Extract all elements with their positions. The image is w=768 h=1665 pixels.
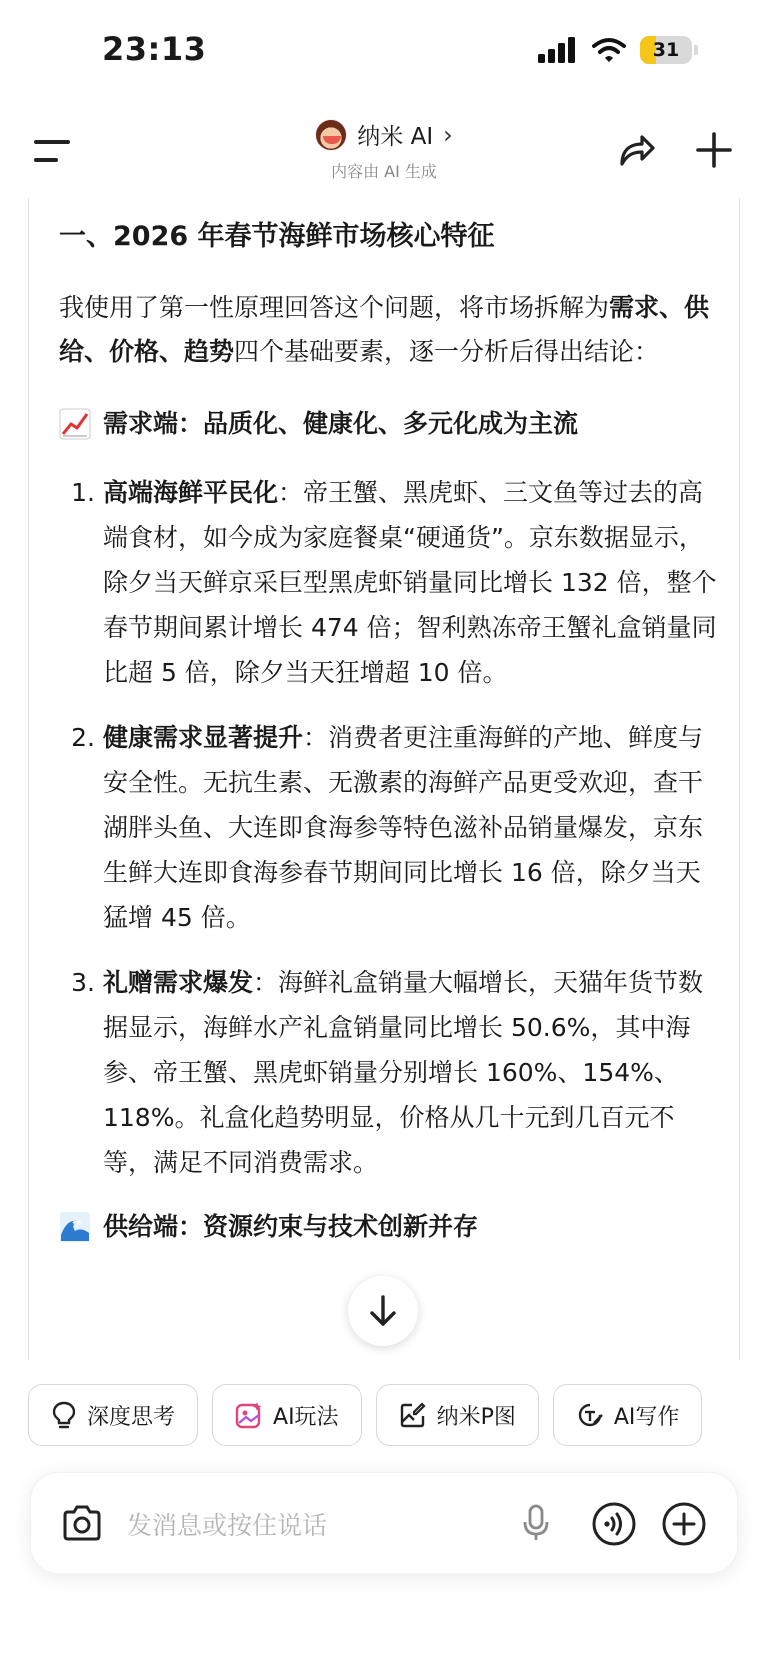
chevron-right-icon: › (443, 120, 453, 149)
list-item-text: ：帝王蟹、黑虎虾、三文鱼等过去的高端食材，如今成为家庭餐桌“硬通货”。京东数据显示，除夕当天鲜京采巨型黑虎虾销量同比增长 132 倍，整个春节期间累计增长 474 倍；智利熟冻帝王蟹礼盒销量同比超 5 倍，除夕当天狂增超 10 倍。 (103, 478, 717, 687)
status-icons (538, 36, 698, 64)
wifi-icon (592, 37, 626, 63)
chip-label: AI玩法 (273, 1404, 339, 1430)
section-heading: 一、2026 年春节海鲜市场核心特征 (59, 221, 495, 252)
chip-nano-p-image[interactable] (376, 1384, 539, 1446)
list-item (59, 960, 719, 1185)
list-item-number: 3. (71, 968, 95, 997)
battery-level: 31 (652, 39, 680, 61)
list-item-bold: 礼赠需求爆发 (103, 968, 254, 997)
supply-section-heading (59, 1205, 719, 1249)
microphone-icon[interactable] (521, 1503, 551, 1543)
status-time: 23:13 (102, 30, 207, 68)
list-item (59, 715, 719, 940)
demand-list (59, 470, 719, 1185)
scroll-to-bottom-button[interactable] (348, 1276, 418, 1346)
camera-icon[interactable] (61, 1503, 103, 1543)
cellular-signal-icon (538, 37, 578, 63)
lightbulb-icon (51, 1401, 77, 1429)
title-row[interactable] (315, 118, 452, 151)
message-card (28, 198, 740, 1360)
ai-write-icon (576, 1401, 604, 1429)
wave-icon (59, 1211, 91, 1243)
share-icon[interactable] (616, 130, 656, 170)
supply-section-title: 供给端：资源约束与技术创新并存 (103, 1212, 479, 1241)
arrow-down-icon (368, 1294, 398, 1328)
list-item-number: 2. (71, 723, 95, 752)
battery-cap (694, 45, 698, 55)
chip-deep-thinking[interactable] (28, 1384, 198, 1446)
message-content (59, 208, 719, 1249)
battery-indicator (640, 36, 692, 64)
voice-call-icon[interactable] (591, 1501, 637, 1547)
message-input-bar (30, 1472, 738, 1574)
list-item-number: 1. (71, 478, 95, 507)
ai-sparkle-icon (235, 1401, 263, 1429)
chip-label: AI写作 (613, 1404, 680, 1430)
list-item-bold: 健康需求显著提升 (103, 723, 304, 752)
list-item (59, 470, 719, 695)
chip-label: 纳米P图 (436, 1404, 516, 1430)
avatar (315, 119, 347, 151)
intro-text: 我使用了第一性原理回答这个问题，将市场拆解为 (59, 293, 610, 322)
status-bar (0, 0, 768, 100)
demand-section-title: 需求端：品质化、健康化、多元化成为主流 (103, 409, 579, 438)
chat-header (0, 110, 768, 198)
message-input[interactable]: 发消息或按住说话 (127, 1511, 328, 1540)
chip-ai-play[interactable] (212, 1384, 362, 1446)
list-item-text: ：海鲜礼盒销量大幅增长，天猫年货节数据显示，海鲜水产礼盒销量同比增长 50.6%，其中海参、帝王蟹、黑虎虾销量分别增长 160%、154%、118%。礼盒化趋势明显，价格从几十元到几百元不等，满足不同消费需求。 (103, 968, 704, 1177)
image-edit-icon (399, 1401, 427, 1429)
quick-action-chips (28, 1384, 702, 1446)
list-item-body (103, 960, 719, 1185)
intro-text-end: 四个基础要素，逐一分析后得出结论： (234, 337, 660, 366)
new-chat-icon[interactable] (694, 130, 734, 170)
chip-label: 深度思考 (87, 1404, 176, 1430)
list-item-text: ：消费者更注重海鲜的产地、鲜度与安全性。无抗生素、无激素的海鲜产品更受欢迎，查干湖胖头鱼、大连即食海参等特色滋补品销量爆发，京东生鲜大连即食海参春节期间同比增长 16 倍，除夕当天猛增 45 倍。 (103, 723, 704, 932)
page-subtitle: 内容由 AI 生成 (331, 161, 437, 181)
list-item-bold: 高端海鲜平民化 (103, 478, 279, 507)
list-item-body (103, 470, 719, 695)
intro-paragraph (59, 286, 719, 374)
chip-ai-writing[interactable] (553, 1384, 703, 1446)
page-title: 纳米 AI (357, 124, 434, 150)
list-item-body (103, 715, 719, 940)
add-circle-icon[interactable] (661, 1501, 707, 1547)
intro-bold-text: 需求、供给、价格、趋势 (59, 293, 710, 366)
chart-increasing-icon (59, 408, 91, 440)
demand-section-heading (59, 402, 719, 446)
